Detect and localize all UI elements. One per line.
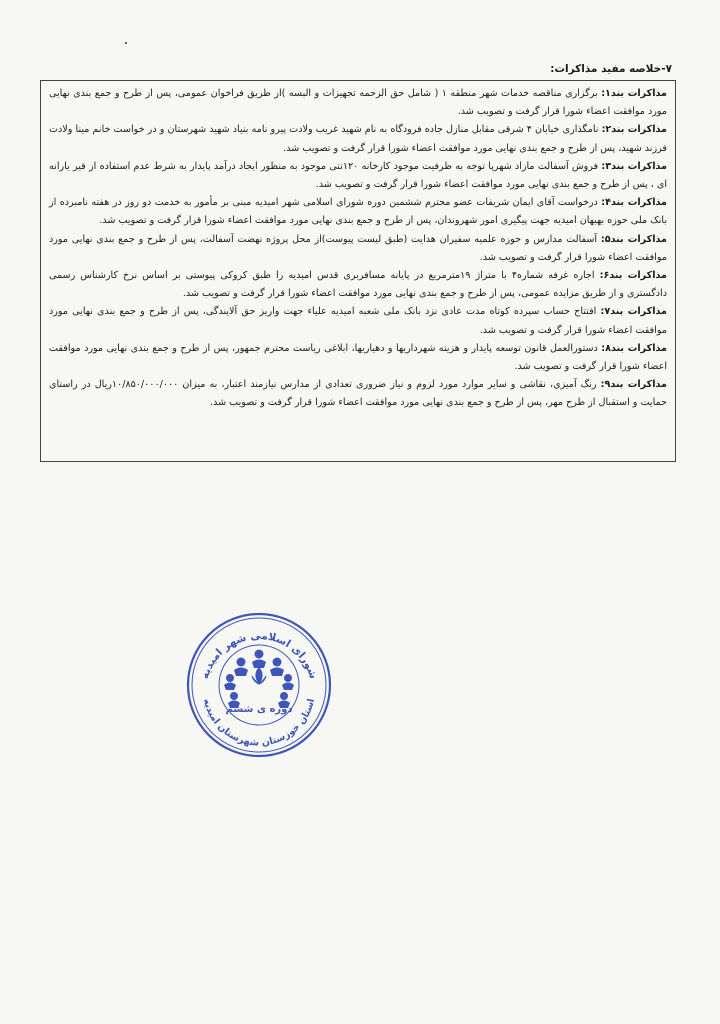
negotiations-box [40, 80, 676, 462]
negotiation-item [49, 194, 667, 230]
item-label: مذاکرات بند۴: [601, 197, 667, 209]
negotiation-item [49, 376, 667, 412]
item-label: مذاکرات بند۸: [601, 342, 667, 354]
negotiation-item [49, 121, 667, 157]
item-text: درخواست آقای ایمان شریفات عضو محترم ششمین دوره شورای اسلامی شهر امیدیه مبنی بر مأمور به خدمت دو روز در هفته نامبرده از بانک ملی حوزه بهبهان امیدیه جهت پیگیری امور شهروندان، پس از طرح و جمع بندی نهایی مورد موافقت اعضاء شورا قرار گرفت و تصویب شد. [49, 197, 667, 227]
item-text: رنگ آمیزی، نقاشی و سایر موارد مورد لزوم و نیاز ضروری تعدادی از مدارس نیازمند اعتبار، به میزان ۱۰/۸۵۰/۰۰۰/۰۰۰ریال در راستای حمایت و استقبال از طرح مهر، پس از طرح و جمع بندی نهایی مورد موافقت اعضاء شورا قرار گرفت و تصویب شد. [49, 379, 667, 409]
negotiation-item [49, 158, 667, 194]
seal-people-emblem [224, 650, 294, 709]
seal-top-text: شورای اسلامی شهر امیدیه [198, 629, 320, 681]
item-text: آسفالت مدارس و حوزه علمیه سفیران هدایت (طبق لیست پیوست)از محل پروژه نهضت آسفالت، پس از طرح و جمع بندی نهایی مورد موافقت اعضاء شورا قرار گرفت و تصویب شد. [49, 233, 667, 263]
item-text: برگزاری مناقصه خدمات شهر منطقه ۱ ( شامل حق الزحمه تجهیزات و البسه )از طریق فراخوان عمومی، پس از طرح و جمع بندی نهایی مورد موافقت اعضاء شورا قرار گرفت و تصویب شد. [49, 88, 667, 118]
item-text: دستورالعمل قانون توسعه پایدار و هزینه شهرداریها و دهیاریها، ابلاغی ریاست محترم جمهور، پس از طرح و جمع بندی نهایی مورد موافقت اعضاء شورا قرار گرفت و تصویب شد. [49, 342, 667, 373]
negotiation-item [49, 303, 667, 339]
item-text: نامگذاری خیابان ۴ شرقی مقابل منازل جاده فرودگاه به نام شهید غریب ولادت پیرو نامه بنیاد شهید شهرستان و در خواست خانم مینا ولادت فرزند شهید، پس از طرح و جمع بندی نهایی مورد موافقت اعضاء شورا قرار گرفت و تصویب شد. [49, 124, 667, 154]
item-label: مذاکرات بند۶: [599, 270, 667, 282]
item-label: مذاکرات بند۵: [600, 233, 667, 245]
negotiation-item [49, 85, 667, 121]
council-seal [184, 610, 334, 760]
scan-speck [125, 42, 127, 44]
section-heading: ۷-خلاصه مفید مذاکرات: [550, 63, 672, 75]
item-text: افتتاح حساب سپرده کوتاه مدت عادی نزد بانک ملی شعبه امیدیه علیاء جهت واریز حق آلایندگی، پس از طرح و جمع بندی نهایی مورد موافقت اعضاء شورا قرار گرفت و تصویب شد. [49, 306, 667, 336]
item-label: مذاکرات بند۱: [601, 88, 667, 99]
item-text: فروش آسفالت مازاد شهرپا توجه به ظرفیت موجود کارخانه ۱۲۰تنی موجود به منظور ایجاد درآمد پایدار به شرط عدم استفاده از قیر یارانه ای ، پس از طرح و جمع بندی نهایی مورد موافقت اعضاء شورا قرار گرفت و تصویب شد. [49, 160, 667, 191]
seal-center-text: دوره ی ششم [225, 704, 293, 715]
negotiation-item [49, 267, 667, 303]
negotiation-item [49, 231, 667, 267]
item-label: مذاکرات بند۳: [601, 160, 667, 172]
item-label: مذاکرات بند۲: [601, 124, 667, 136]
item-text: اجاره غرفه شماره۴ با متراژ ۱۹مترمربع در پایانه مسافربری قدس امیدیه را طبق کروکی پیوستی بر اساس نرخ کارشناس رسمی دادگستری و از طریق مزایده عمومی، پس از طرح و جمع بندی نهایی مورد موافقت اعضاء شورا قرار گرفت و تصویب شد. [49, 270, 667, 300]
item-label: مذاکرات بند۹: [600, 379, 667, 391]
negotiation-item [49, 340, 667, 376]
seal-bottom-text: استان خوزستان شهرستان امیدیه [200, 697, 318, 749]
item-label: مذاکرات بند۷: [600, 306, 667, 318]
